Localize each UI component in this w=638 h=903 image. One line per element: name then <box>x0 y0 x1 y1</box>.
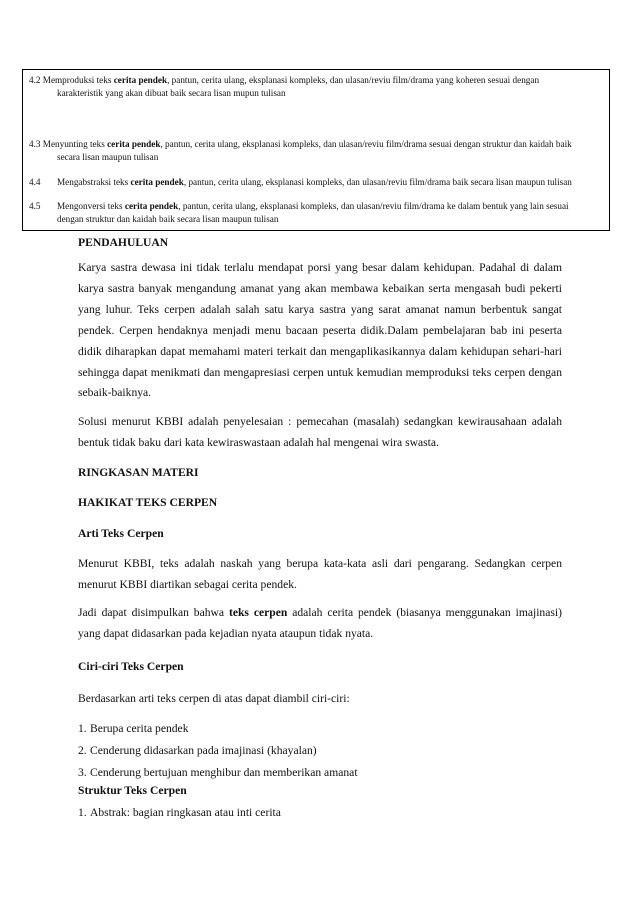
kd-4-5 <box>29 200 601 226</box>
list-item-number: 3. <box>78 766 87 779</box>
heading-hakikat-teks-cerpen: HAKIKAT TEKS CERPEN <box>78 496 218 509</box>
list-item <box>78 802 562 824</box>
pendahuluan-paragraph-1: Karya sastra dewasa ini tidak terlalu mendapat porsi yang besar dalam kehidupan. Padahal di dalam karya sastra banyak mengandung amanat yang akan membawa kebaikan serta mengasah budi pekerti yang luhur. Teks cerpen adalah salah satu karya sastra yang sarat amanat namun berbentuk sangat pendek. Cerpen hendaknya menjadi menu bacaan peserta didik.Dalam pembelajaran bab ini peserta didik diharapkan dapat memahami materi terkait dan mengaplikasikannya dalam kehidupan sehari-hari sehingga dapat menikmati dan mengapresiasi cerpen untuk kemudian memproduksi teks cerpen dengan sebaik-baiknya. <box>78 261 562 400</box>
kd-4-4-number: 4.4 <box>29 177 41 187</box>
struktur-list-wrap <box>78 802 562 824</box>
kd-4-2-text-a: 4.2 Memproduksi teks <box>29 75 114 85</box>
kd-4-2-text-c: , pantun, cerita ulang, eksplanasi kompleks, dan ulasan/reviu film/drama yang koheren sesuai dengan <box>167 75 540 85</box>
kd-4-3-text-c: , pantun, cerita ulang, eksplanasi kompleks, dan ulasan/reviu film/drama sesuai dengan struktur dan kaidah baik <box>160 139 572 149</box>
kd-4-5-text-c: , pantun, cerita ulang, eksplanasi kompleks, dan ulasan/reviu film/drama ke dalam bentuk yang lain sesuai <box>178 201 569 211</box>
list-item <box>78 718 562 740</box>
arti-paragraph-1-wrap <box>78 554 562 595</box>
kd-4-5-bold: cerita pendek <box>124 201 179 211</box>
kd-4-2-line2: karakteristik yang akan dibuat baik secara lisan mupun tulisan <box>57 88 286 98</box>
arti-paragraph-2-wrap <box>78 603 562 644</box>
list-item-text: Cenderung bertujuan menghibur dan memberikan amanat <box>90 766 358 779</box>
heading-ringkasan-materi: RINGKASAN MATERI <box>78 466 199 479</box>
kd-4-3-text-a: 4.3 Menyunting teks <box>29 139 108 149</box>
pendahuluan-paragraph-2: Solusi menurut KBBI adalah penyelesaian : pemecahan (masalah) sedangkan kewirausahaan adalah bentuk tidak baku dari kata kewiraswastaan adalah hal mengenai wira swasta. <box>78 415 562 449</box>
list-item-number: 1. <box>78 806 87 819</box>
ciri-list-wrap <box>78 718 562 784</box>
kd-4-4-bold: cerita pendek <box>130 177 184 187</box>
ciri-intro: Berdasarkan arti teks cerpen di atas dapat diambil ciri-ciri: <box>78 692 350 705</box>
heading-arti-wrap <box>78 527 562 540</box>
kd-4-3 <box>29 138 601 164</box>
kd-4-2 <box>29 74 601 100</box>
list-item-text: Cenderung didasarkan pada imajinasi (khayalan) <box>90 744 317 757</box>
heading-struktur-teks-cerpen: Struktur Teks Cerpen <box>78 784 187 797</box>
list-item-number: 1. <box>78 722 87 735</box>
kd-4-5-text-a: Mengonversi teks <box>57 201 125 211</box>
heading-pendahuluan: PENDAHULUAN <box>78 236 169 249</box>
arti-paragraph-2 <box>78 603 562 644</box>
struktur-list <box>78 802 562 824</box>
list-item <box>78 762 562 784</box>
list-item <box>78 740 562 762</box>
arti-p2-a: Jadi dapat disimpulkan bahwa <box>78 606 229 619</box>
kd-4-4-text-a: Mengabstraksi teks <box>57 177 131 187</box>
arti-p2-c: adalah cerita pendek (biasanya menggunakan imajinasi) yang dapat didasarkan pada kejadian nyata ataupun tidak nyata. <box>78 606 562 640</box>
list-item-text: Berupa cerita pendek <box>90 722 189 735</box>
ciri-list <box>78 718 562 784</box>
heading-ringkasan-wrap <box>78 466 562 479</box>
heading-arti-teks-cerpen: Arti Teks Cerpen <box>78 527 164 540</box>
kd-4-2-bold: cerita pendek <box>113 75 168 85</box>
pendahuluan-paragraph-1-wrap <box>78 258 562 404</box>
kd-4-3-line2: secara lisan maupun tulisan <box>57 152 159 162</box>
list-item-text: Abstrak: bagian ringkasan atau inti cerita <box>90 806 281 819</box>
heading-ciri-ciri-teks-cerpen: Ciri-ciri Teks Cerpen <box>78 660 184 673</box>
kd-4-4 <box>29 176 601 189</box>
arti-p2-bold: teks cerpen <box>228 606 288 619</box>
heading-ciri-wrap <box>78 660 562 673</box>
heading-struktur-wrap <box>78 784 562 797</box>
pendahuluan-paragraph-2-wrap <box>78 412 562 453</box>
kompetensi-dasar-box <box>22 69 610 231</box>
arti-paragraph-1: Menurut KBBI, teks adalah naskah yang berupa kata-kata asli dari pengarang. Sedangkan cerpen menurut KBBI diartikan sebagai cerita pendek. <box>78 557 562 591</box>
kd-4-5-number: 4.5 <box>29 201 41 211</box>
heading-hakikat-wrap <box>78 496 562 509</box>
heading-pendahuluan-wrap <box>78 236 562 249</box>
kd-4-3-bold: cerita pendek <box>107 139 161 149</box>
ciri-intro-wrap <box>78 689 562 710</box>
kd-4-5-line2: dengan struktur dan kaidah baik secara lisan maupun tulisan <box>57 214 279 224</box>
kd-4-4-text-c: , pantun, cerita ulang, eksplanasi kompleks, dan ulasan/reviu film/drama baik secara lisan maupun tulisan <box>183 177 572 187</box>
list-item-number: 2. <box>78 744 87 757</box>
